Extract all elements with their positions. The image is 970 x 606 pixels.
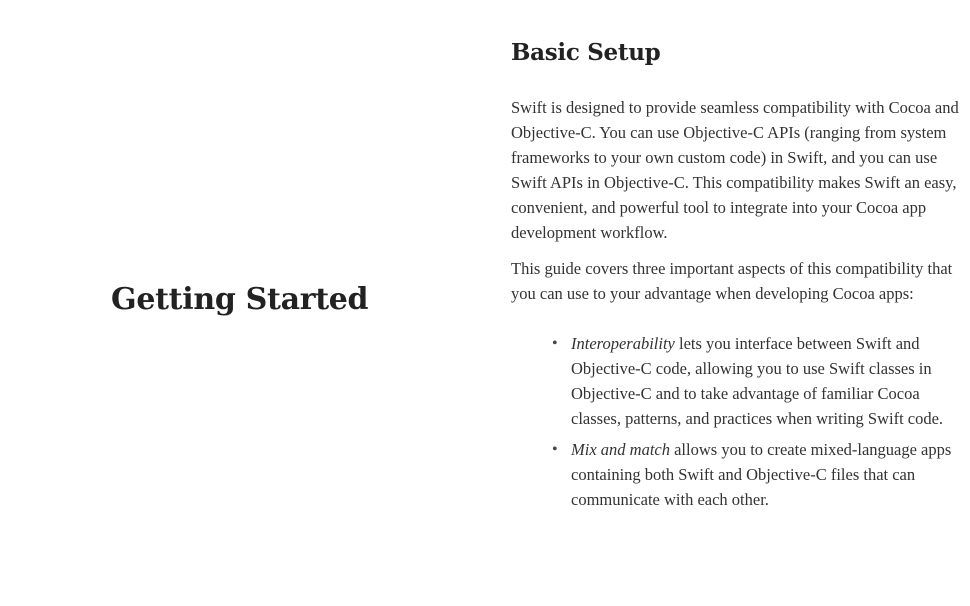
section-content xyxy=(511,36,961,518)
term-mix-and-match: Mix and match xyxy=(571,440,670,459)
guide-overview-paragraph: This guide covers three important aspects of this compatibility that you can use to your advantage when developing Cocoa apps: xyxy=(511,259,953,303)
bullet-icon: • xyxy=(552,335,558,352)
section-heading: Basic Setup xyxy=(511,39,661,66)
term-interoperability: Interoperability xyxy=(571,334,675,353)
bullet-text: allows you to create mixed-language apps containing both Swift and Objective-C files that can communicate with each other. xyxy=(571,440,952,509)
chapter-title: Getting Started xyxy=(111,282,369,317)
aspects-list xyxy=(511,331,961,512)
intro-paragraph: Swift is designed to provide seamless compatibility with Cocoa and Objective-C. You can use Objective-C APIs (ranging from system frameworks to your own custom code) in Swift, and you can use Swift APIs in Objective-C. This compatibility makes Swift an easy, convenient, and powerful tool to integrate into your Cocoa app development workflow. xyxy=(511,98,959,242)
list-item-mix-and-match xyxy=(552,437,961,512)
list-item-interoperability xyxy=(552,331,961,431)
bullet-text: lets you interface between Swift and Objective-C code, allowing you to use Swift classes in Objective-C and to take advantage of familiar Cocoa classes, patterns, and practices when writing Swift code. xyxy=(571,334,944,428)
bullet-icon: • xyxy=(552,441,558,458)
